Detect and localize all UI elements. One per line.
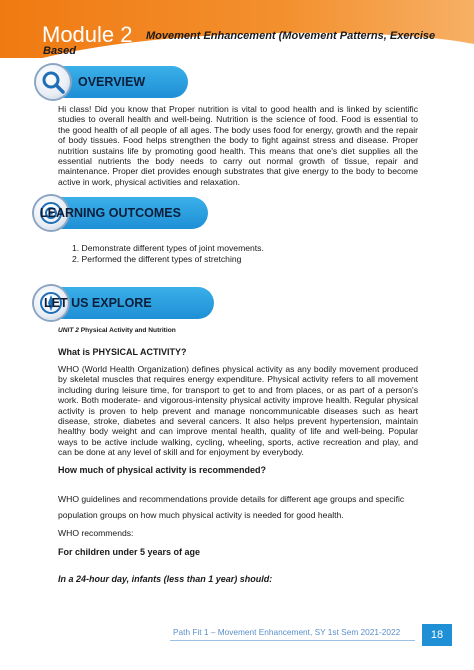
footer-course-title: Path Fit 1 – Movement Enhancement, SY 1st Sem 2021-2022 (173, 627, 401, 637)
explore-heading: LET US EXPLORE (44, 296, 152, 310)
question-physical-activity: What is PHYSICAL ACTIVITY? (58, 347, 187, 357)
module-label: Module 2 (42, 22, 133, 47)
unit-title: Physical Activity and Nutrition (80, 327, 176, 334)
children-under-5-heading: For children under 5 years of age (58, 547, 201, 557)
module-title: Movement Enhancement (Movement Patterns, Exercise (146, 30, 436, 42)
page-header (0, 0, 474, 58)
outcome-item-2: 2. Performed the different types of stretching (72, 254, 242, 264)
unit-caption (58, 326, 176, 336)
outcome-item-1: 1. Demonstrate different types of joint movements. (72, 243, 264, 253)
outcomes-heading: LEARNING OUTCOMES (40, 206, 181, 220)
module-title-cont: Based (43, 45, 77, 57)
footer-divider (170, 640, 415, 641)
guidelines-paragraph: WHO guidelines and recommendations provide details for different age groups and specific population groups on how much physical activity is needed for good health. (58, 494, 405, 520)
infants-heading: In a 24-hour day, infants (less than 1 year) should: (58, 574, 273, 584)
overview-heading: OVERVIEW (78, 75, 146, 89)
overview-paragraph: Hi class! Did you know that Proper nutrition is vital to good health and is linked by scientific studies to overall health and well-being. Nutrition is the science of food. Food is essential to the good health of all people of all ages. The body uses food for energy, growth and the repair of body tissues. Food helps strengthen the body to fight against stress and disease. Proper nutrition sustains life by promoting good health. This means that one's diet supplies all the essential nutrients the body needs to carry out normal growth of tissue, repair and maintenance. Proper diet provides enough substrates that give energy to the body to become active in work, physical activities and relaxation. (58, 104, 418, 187)
magnifier-icon (36, 65, 70, 99)
physical-activity-paragraph: WHO (World Health Organization) defines physical activity as any bodily movement produced by skeletal muscles that requires energy expenditure. Physical activity refers to all movement including during leisure time, for transport to get to and from places, or as part of a person's work. Both moderate- and vigorous-intensity physical activity improve health. Regular physical activity is proven to help prevent and manage noncommunicable diseases such as heart disease, stroke, diabetes and several cancers. It also helps prevent hypertension, maintain healthy body weight and can improve mental health, quality of life and well-being. Popular ways to be active include walking, cycling, wheeling, sports, active recreation and play, and can be done at any level of skill and for enjoyment by everybody. (58, 364, 418, 458)
unit-label: UNIT 2 (58, 327, 79, 334)
who-recommends: WHO recommends: (58, 528, 134, 538)
page-number: 18 (422, 624, 452, 646)
question-recommended: How much of physical activity is recommended? (58, 465, 267, 475)
